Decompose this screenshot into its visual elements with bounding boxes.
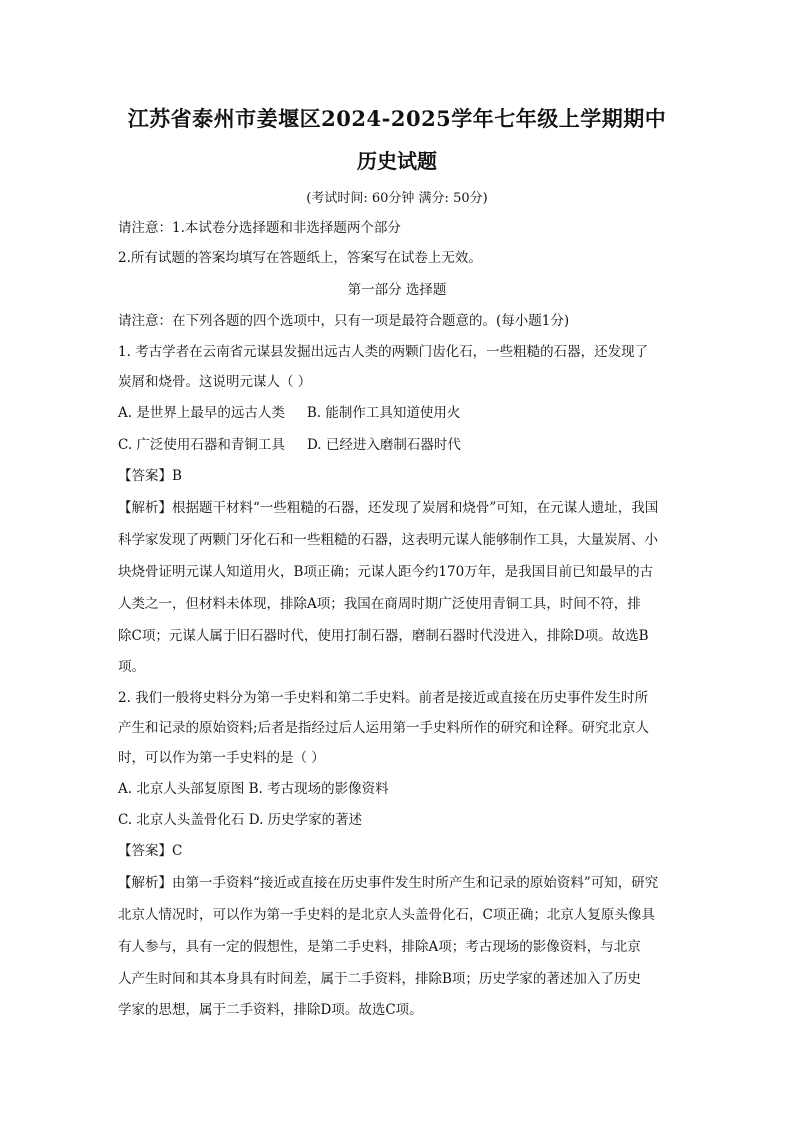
note-line-1: 请注意：1.本试卷分选择题和非选择题两个部分 (118, 220, 401, 236)
q1-stem-line-2: 炭屑和烧骨。这说明元谋人（ ） (118, 374, 312, 390)
q1-explanation-line-4: 人类之一，但材料未体现，排除A项；我国在商周时期广泛使用青铜工具，时间不符，排 (118, 596, 641, 612)
q2-options-row-1 (118, 779, 678, 799)
q1-explanation-line-3: 块烧骨证明元谋人知道用火，B项正确；元谋人距今约170万年，是我国目前已知最早的古 (118, 564, 654, 580)
q1-explanation-line-5: 除C项；元谋人属于旧石器时代，使用打制石器，磨制石器时代没进入，排除D项。故选B (118, 628, 649, 644)
q1-stem-line-1: 1. 考古学者在云南省元谋县发掘出远古人类的两颗门齿化石，一些粗糙的石器，还发现了 (118, 344, 649, 360)
note-line-2: 2.所有试题的答案均填写在答题纸上，答案写在试卷上无效。 (118, 250, 482, 266)
exam-subtitle: 历史试题 (357, 149, 437, 173)
q1-answer: 【答案】B (118, 468, 182, 484)
q1-option-b: B. 能制作工具知道使用火 (306, 405, 461, 421)
q2-explanation-line-3: 有人参与，具有一定的假想性，是第二手史料，排除A项；考古现场的影像资料，与北京 (118, 939, 641, 955)
q2-options-row-2 (118, 810, 678, 830)
q2-option-a: A. 北京人头部复原图 (118, 781, 245, 797)
q2-explanation-line-2: 北京人情况时，可以作为第一手史料的是北京人头盖骨化石，C项正确；北京人复原头像具 (118, 907, 655, 923)
q1-explanation-line-1: 【解析】根据题干材料“一些粗糙的石器，还发现了炭屑和烧骨”可知，在元谋人遗址，我国 (118, 500, 659, 516)
q2-explanation-line-4: 人产生时间和其本身具有时间差，属于二手资料，排除B项；历史学家的著述加入了历史 (118, 971, 641, 987)
q2-explanation-line-5: 学家的思想，属于二手资料，排除D项。故选C项。 (118, 1002, 423, 1018)
q1-option-d: D. 已经进入磨制石器时代 (306, 437, 461, 453)
q1-options-row-2 (118, 435, 678, 455)
q2-option-b: B. 考古现场的影像资料 (248, 781, 389, 797)
exam-title: 江苏省泰州市姜堰区2024-2025学年七年级上学期期中 (127, 106, 667, 131)
exam-meta: (考试时间: 60分钟 满分: 50分) (306, 191, 488, 206)
q2-stem-line-1: 2. 我们一般将史料分为第一手史料和第二手史料。前者是接近或直接在历史事件发生时所 (118, 690, 649, 706)
q1-explanation-line-2: 科学家发现了两颗门牙化石和一些粗糙的石器，这表明元谋人能够制作工具，大量炭屑、小 (118, 532, 658, 548)
section-title: 第一部分 选择题 (347, 282, 447, 298)
q2-option-c: C. 北京人头盖骨化石 (118, 812, 245, 828)
q2-answer: 【答案】C (118, 843, 183, 859)
q2-explanation-line-1: 【解析】由第一手资料“接近或直接在历史事件发生时所产生和记录的原始资料”可知，研究 (118, 875, 659, 891)
q1-option-c: C. 广泛使用石器和青铜工具 (118, 437, 285, 453)
q2-stem-line-2: 产生和记录的原始资料;后者是指经过后人运用第一手史料所作的研究和诠释。研究北京人 (118, 720, 650, 736)
q1-explanation-line-6: 项。 (118, 659, 145, 675)
q1-option-a: A. 是世界上最早的远古人类 (118, 405, 285, 421)
q2-option-d: D. 历史学家的著述 (248, 812, 363, 828)
section-instruction: 请注意：在下列各题的四个选项中，只有一项是最符合题意的。(每小题1分) (118, 313, 570, 329)
q2-stem-line-3: 时，可以作为第一手史料的是（ ） (118, 750, 325, 766)
q1-options-row-1 (118, 403, 678, 423)
